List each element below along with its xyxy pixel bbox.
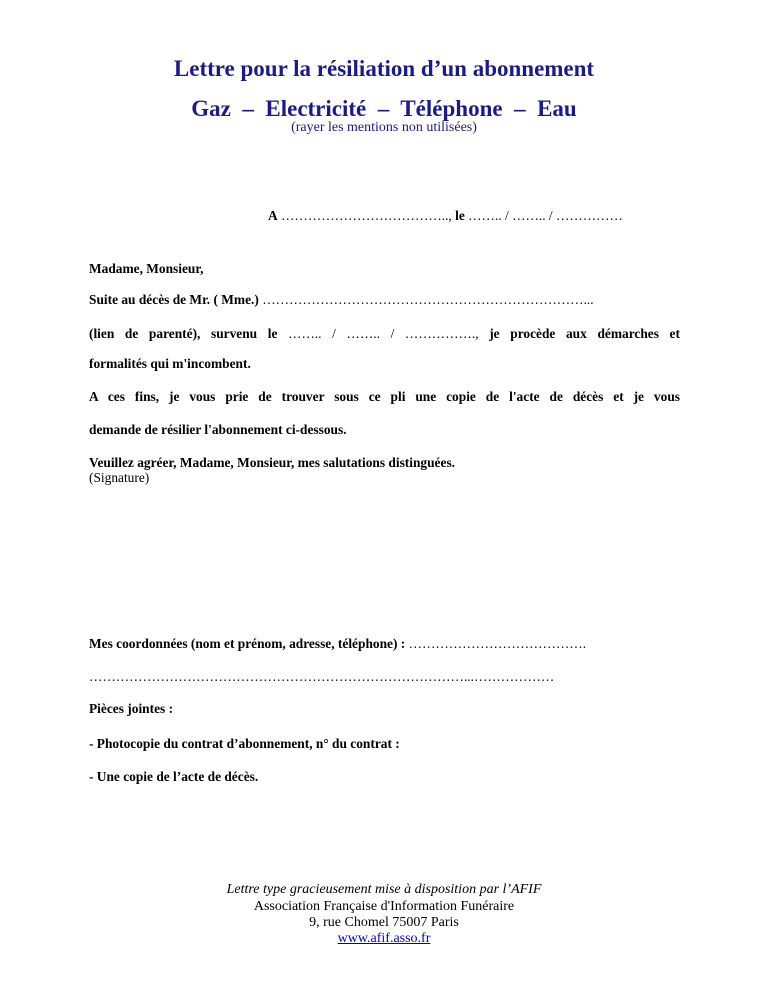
attachment-death-certificate: - Une copie de l’acte de décès. (89, 769, 259, 784)
relationship-end: je procède aux démarches et (489, 326, 680, 341)
date-year: …………… (555, 208, 623, 223)
death-date-dots: …….. / …….. / ……………., (288, 326, 479, 341)
signature-label: (Signature) (89, 470, 150, 485)
request-line-2: demande de résilier l'abonnement ci-dessous. (89, 422, 347, 437)
footer-credit: Lettre type gracieusement mise à disposition par l’AFIF (226, 882, 542, 897)
footer-address: 9, rue Chomel 75007 Paris (309, 915, 459, 930)
relationship-line (89, 326, 680, 342)
service-list: Gaz – Electricité – Téléphone – Eau (191, 96, 577, 121)
relationship-label: (lien de parenté), survenu le (89, 326, 278, 341)
footer-association: Association Française d'Information Funéraire (253, 899, 515, 914)
place-dots: ……………………………….., (281, 208, 452, 223)
date-le: le (455, 208, 465, 223)
coordinates-label: Mes coordonnées (nom et prénom, adresse, téléphone) : (89, 636, 406, 651)
closing-line: Veuillez agréer, Madame, Monsieur, mes salutations distinguées. (89, 455, 455, 470)
place-prefix: A (268, 208, 278, 223)
salutation: Madame, Monsieur, (89, 261, 204, 276)
coordinates-dots-line: …………………………………………………………………………...……………… (89, 669, 555, 684)
coordinates-line (89, 636, 680, 652)
deceased-dots: ………………………………………………………………... (262, 292, 594, 307)
document-title: Lettre pour la résiliation d’un abonnement (173, 56, 595, 81)
deceased-label: Suite au décès de Mr. ( Mme.) (89, 292, 259, 307)
date-month: …….. / (512, 208, 553, 223)
deceased-line (89, 292, 680, 308)
coordinates-dots: …………………………………. (408, 636, 587, 651)
attachment-contract: - Photocopie du contrat d’abonnement, n° du contrat : (89, 736, 400, 751)
request-line-1: A ces fins, je vous prie de trouver sous ce pli une copie de l'acte de décès et je vous (89, 389, 680, 404)
place-date-line (268, 208, 680, 224)
footer-link-line (0, 931, 768, 947)
website-link[interactable]: www.afif.asso.fr (337, 931, 431, 946)
instruction-note: (rayer les mentions non utilisées) (291, 120, 477, 135)
attachments-title: Pièces jointes : (89, 701, 174, 716)
formalities-line: formalités qui m'incombent. (89, 356, 251, 371)
date-day: …….. / (468, 208, 509, 223)
